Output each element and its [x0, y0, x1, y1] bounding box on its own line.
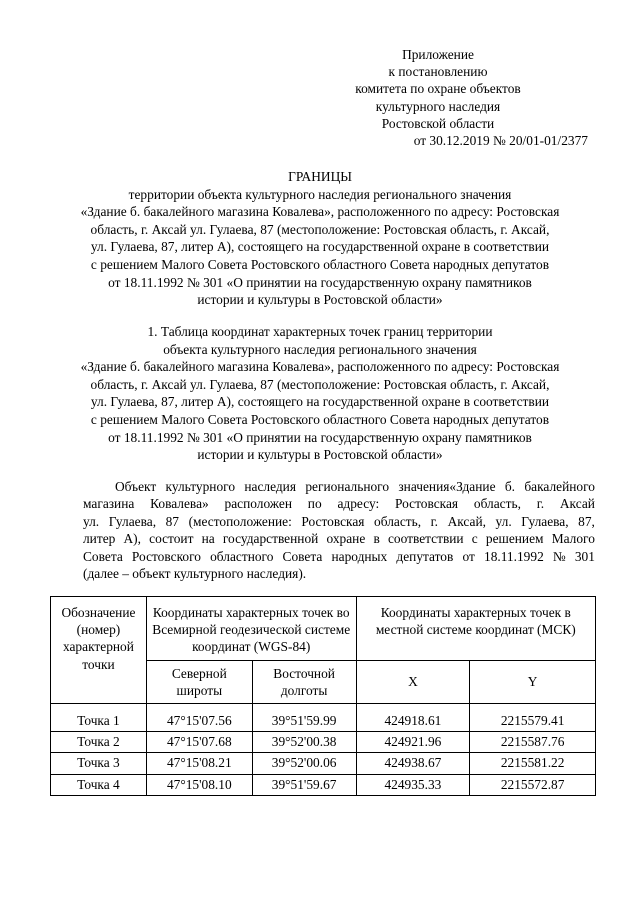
approval-line: комитета по охране объектов: [355, 81, 521, 97]
cell-lon: 39°52'00.38: [252, 732, 356, 753]
word: бакалейного: [524, 479, 595, 494]
cell-y: 2215579.41: [470, 704, 596, 732]
table-title-line: объекта культурного наследия регионального значения: [163, 341, 477, 357]
cell-x: 424938.67: [356, 753, 470, 774]
word: областного: [210, 548, 274, 564]
cell-y: 2215587.76: [470, 732, 596, 753]
cell-lat: 47°15'08.21: [146, 753, 252, 774]
word: по: [307, 496, 322, 512]
title-line: область, г. Аксай ул. Гулаева, 87 (местоположение: Ростовская область, г. Аксай,: [90, 221, 550, 237]
word: народных: [331, 548, 388, 564]
word: магазина: [83, 496, 135, 512]
cell-lat: 47°15'08.10: [146, 774, 252, 795]
word: область,: [374, 513, 422, 529]
table-title-line: с решением Малого Совета Ростовского областного Совета народных депутатов: [90, 411, 550, 427]
cell-lat: 47°15'07.68: [146, 732, 252, 753]
title-line: ул. Гулаева, 87, литер А), состоящего на государственной охране в соответствии: [90, 239, 550, 255]
word: (местоположение:: [188, 513, 292, 529]
word: с: [471, 531, 478, 547]
header-msk: Координаты характерных точек в местной системе координат (МСК): [356, 597, 595, 661]
justified-line: [83, 548, 595, 565]
word: на: [201, 531, 215, 547]
cell-point: Точка 2: [51, 732, 147, 753]
table-row: [51, 732, 596, 753]
word: Объект: [115, 479, 157, 494]
word: 301: [574, 548, 595, 564]
word: расположен: [224, 496, 292, 512]
justified-line: [83, 530, 595, 547]
cell-lon: 39°52'00.06: [252, 753, 356, 774]
word: Гулаева,: [521, 513, 569, 529]
word: Совета: [282, 548, 323, 564]
cell-y: 2215581.22: [470, 753, 596, 774]
cell-y: 2215572.87: [470, 774, 596, 795]
cell-point: Точка 4: [51, 774, 147, 795]
coordinates-table: [50, 596, 596, 796]
word: охране: [326, 531, 366, 547]
table-title-line: область, г. Аксай ул. Гулаева, 87 (местоположение: Ростовская область, г. Аксай,: [90, 376, 550, 392]
title-line: истории и культуры в Ростовской области»: [197, 292, 443, 308]
cell-x: 424935.33: [356, 774, 470, 795]
table-row: [51, 704, 596, 732]
cell-lat: 47°15'07.56: [146, 704, 252, 732]
word: соответствии: [387, 531, 464, 547]
table-row: [51, 753, 596, 774]
word: государственной: [222, 531, 319, 547]
table-title-line: 1. Таблица координат характерных точек границ территории: [147, 324, 493, 339]
table-title-line: «Здание б. бакалейного магазина Ковалева», расположенного по адресу: Ростовская: [80, 359, 560, 375]
document-title: ГРАНИЦЫ: [288, 169, 352, 184]
approval-line: Ростовской области: [381, 115, 495, 131]
cell-point: Точка 3: [51, 753, 147, 774]
subheader-y: Y: [470, 660, 596, 703]
word: культурного: [165, 479, 236, 494]
table-title-block: [50, 323, 590, 464]
header-wgs: Координаты характерных точек во Всемирной геодезической системе координат (WGS-84): [146, 597, 356, 661]
word: Малого: [551, 531, 595, 547]
word: наследия: [244, 479, 296, 494]
word: Аксай,: [447, 513, 486, 529]
cell-x: 424921.96: [356, 732, 470, 753]
word: А),: [123, 531, 141, 547]
intro-last-line: (далее – объект культурного наследия).: [83, 566, 307, 582]
approval-line: к постановлению: [388, 64, 488, 80]
word: от: [462, 548, 475, 564]
title-line: «Здание б. бакалейного магазина Ковалева», расположенного по адресу: Ростовская: [80, 204, 560, 220]
word: депутатов: [396, 548, 454, 564]
word: Ростовская: [301, 513, 365, 529]
word: область,: [473, 496, 521, 512]
word: ул.: [83, 513, 100, 529]
word: Совета: [83, 548, 123, 564]
approval-line: культурного наследия: [375, 98, 501, 114]
word: значения«Здание: [398, 479, 496, 494]
table-header-row: [51, 597, 596, 661]
word: в: [373, 531, 380, 547]
word: состоит: [149, 531, 194, 547]
justified-line: [83, 495, 595, 512]
word: б.: [504, 479, 516, 494]
word: Гулаева,: [108, 513, 157, 529]
title-line: от 18.11.1992 № 301 «О принятии на государственную охрану памятников: [108, 274, 532, 290]
approval-date: от 30.12.2019 № 20/01-01/2377: [413, 133, 588, 149]
subheader-east: Восточной долготы: [252, 660, 356, 703]
cell-lon: 39°51'59.99: [252, 704, 356, 732]
word: 87,: [578, 513, 595, 529]
cell-point: Точка 1: [51, 704, 147, 732]
subheader-x: X: [356, 660, 470, 703]
word: Ростовского: [131, 548, 201, 564]
table-title-line: от 18.11.1992 № 301 «О принятии на государственную охрану памятников: [108, 429, 532, 445]
word: Аксай: [559, 496, 595, 512]
word: №: [552, 548, 566, 564]
approval-line: Приложение: [402, 47, 474, 62]
word: г.: [430, 513, 438, 529]
title-line: территории объекта культурного наследия регионального значения: [128, 186, 512, 202]
word: регионального: [305, 479, 390, 494]
header-point: Обозначение (номер) характерной точки: [51, 597, 147, 704]
word: ул.: [495, 513, 512, 529]
approval-stamp: [288, 46, 588, 149]
word: Ковалева»: [150, 496, 209, 512]
word: г.: [536, 496, 545, 512]
word: решением: [485, 531, 544, 547]
word: Ростовская: [395, 496, 459, 512]
cell-x: 424918.61: [356, 704, 470, 732]
subheader-north: Северной широты: [146, 660, 252, 703]
document-title-block: [50, 168, 590, 309]
table-title-line: ул. Гулаева, 87, литер А), состоящего на государственной охране в соответствии: [90, 394, 550, 410]
intro-paragraph: [83, 478, 595, 582]
word: адресу:: [337, 496, 380, 512]
table-title-line: истории и культуры в Ростовской области»: [197, 447, 443, 463]
justified-line: [83, 478, 595, 495]
title-line: с решением Малого Совета Ростовского областного Совета народных депутатов: [90, 256, 550, 272]
word: 18.11.1992: [484, 548, 544, 564]
justified-line: [83, 513, 595, 530]
table-row: [51, 774, 596, 795]
cell-lon: 39°51'59.67: [252, 774, 356, 795]
word: литер: [83, 531, 116, 547]
word: 87: [165, 513, 179, 529]
